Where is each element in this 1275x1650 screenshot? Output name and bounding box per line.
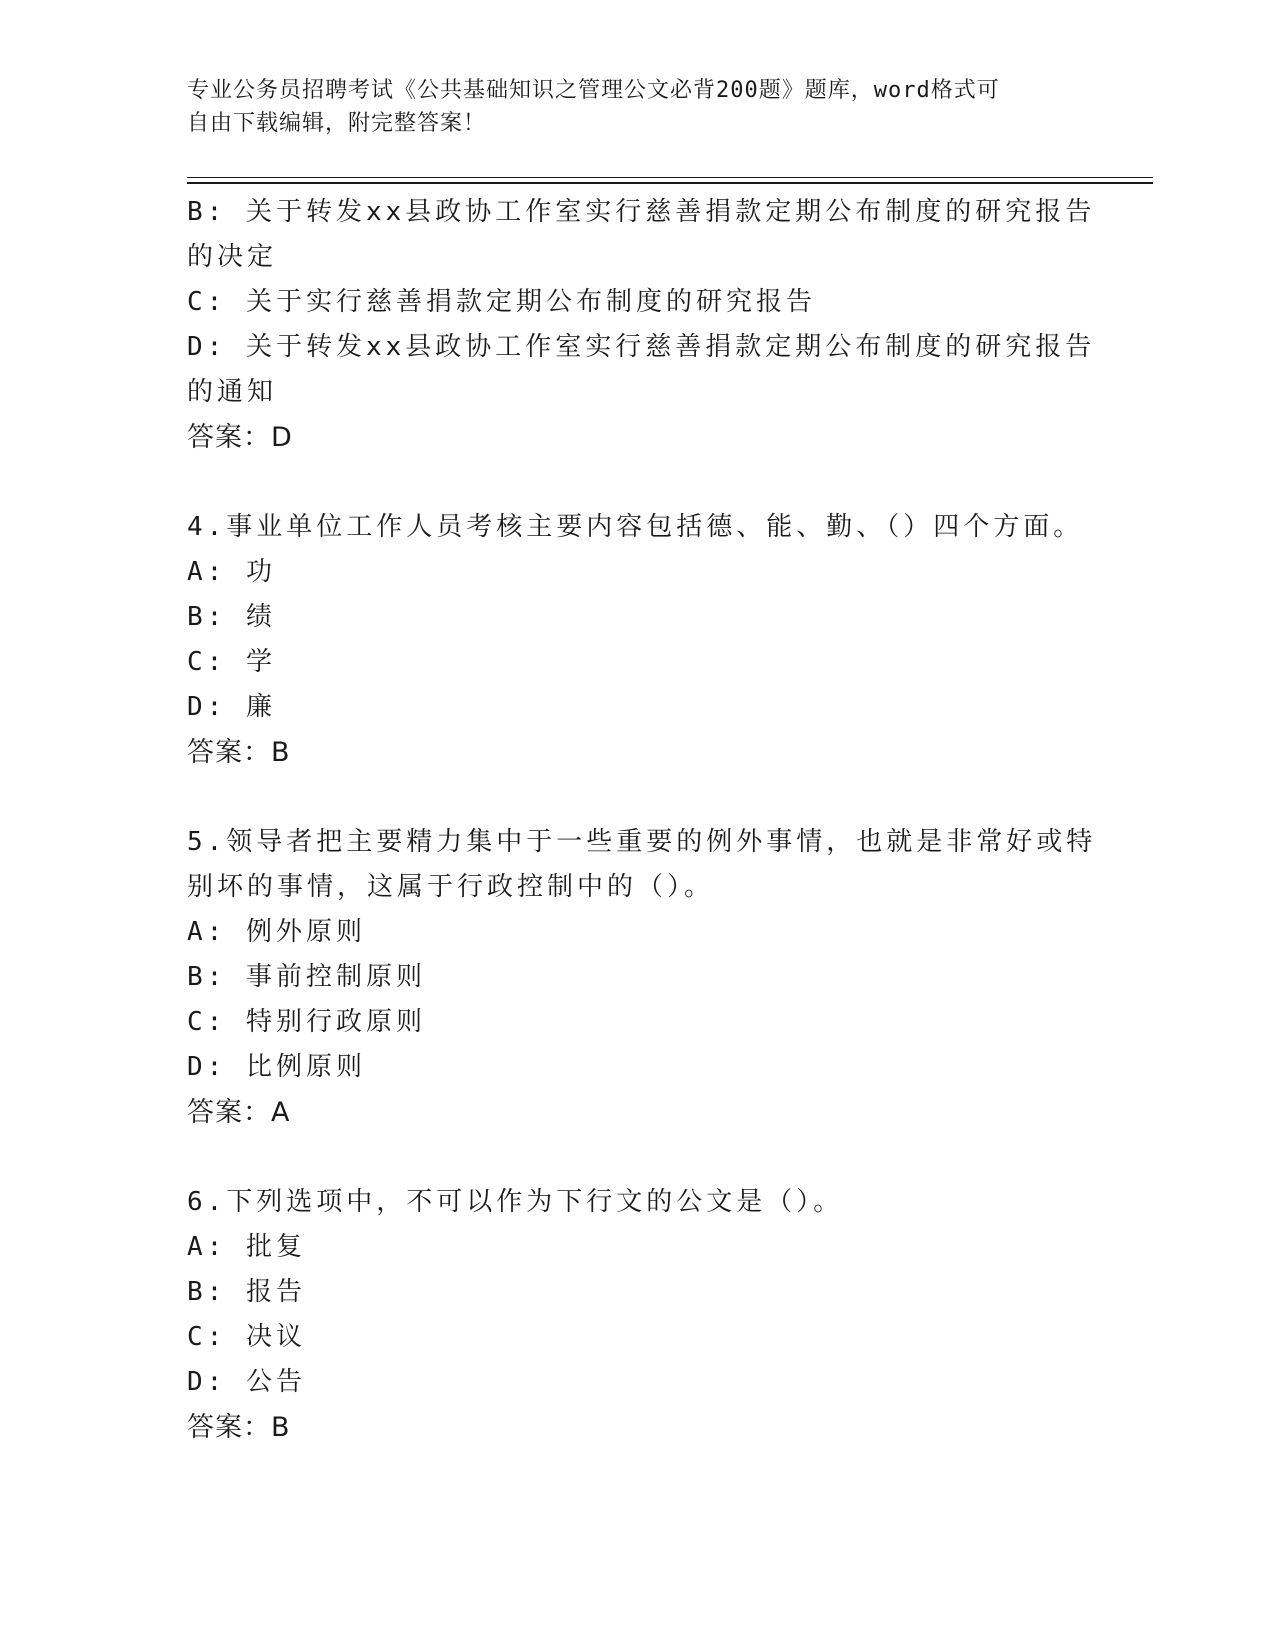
q4-question: 4.事业单位工作人员考核主要内容包括德、能、勤、（）四个方面。 — [187, 512, 1084, 542]
q6-question: 6.下列选项中，不可以作为下行文的公文是（）。 — [187, 1187, 844, 1217]
q3-option-d-line-1: D: 关于转发xx县政协工作室实行慈善捐款定期公布制度的研究报告 — [187, 332, 1096, 362]
question-content — [187, 190, 1097, 1450]
header-line-2: 自由下载编辑，附完整答案！ — [187, 111, 487, 136]
question-6-block — [187, 1180, 1087, 1450]
q3-option-b-line-1: B: 关于转发xx县政协工作室实行慈善捐款定期公布制度的研究报告 — [187, 197, 1096, 227]
q3-option-c: C: 关于实行慈善捐款定期公布制度的研究报告 — [187, 287, 816, 317]
q5-question-line-1: 5.领导者把主要精力集中于一些重要的例外事情，也就是非常好或特 — [187, 827, 1097, 857]
q6-option-c: C: 决议 — [187, 1322, 306, 1352]
q5-option-d: D: 比例原则 — [187, 1052, 366, 1082]
q4-option-b: B: 绩 — [187, 602, 276, 632]
q4-option-d: D: 廉 — [187, 692, 276, 722]
question-4-block — [187, 505, 1087, 775]
q5-option-b: B: 事前控制原则 — [187, 962, 426, 992]
q5-option-a: A: 例外原则 — [187, 917, 366, 947]
q4-option-c: C: 学 — [187, 647, 276, 677]
q6-answer: 答案：B — [187, 1412, 291, 1443]
header-divider-thin — [187, 177, 1153, 178]
q6-option-a: A: 批复 — [187, 1232, 306, 1262]
q6-option-b: B: 报告 — [187, 1277, 306, 1307]
header-divider-thick — [187, 182, 1153, 184]
q5-option-c: C: 特别行政原则 — [187, 1007, 426, 1037]
q4-option-a: A: 功 — [187, 557, 276, 587]
question-5-block — [187, 820, 1097, 1135]
q5-answer: 答案：A — [187, 1097, 291, 1128]
q3-option-d-line-2: 的通知 — [187, 377, 278, 407]
header-line-1: 专业公务员招聘考试《公共基础知识之管理公文必背200题》题库，word格式可 — [187, 78, 1000, 103]
question-3-block — [187, 190, 1096, 460]
q5-question-line-2: 别坏的事情，这属于行政控制中的（）。 — [187, 872, 715, 902]
q3-answer: 答案：D — [187, 422, 293, 453]
q4-answer: 答案：B — [187, 737, 291, 768]
document-header — [187, 74, 1067, 140]
q6-option-d: D: 公告 — [187, 1367, 306, 1397]
q3-option-b-line-2: 的决定 — [187, 242, 278, 272]
